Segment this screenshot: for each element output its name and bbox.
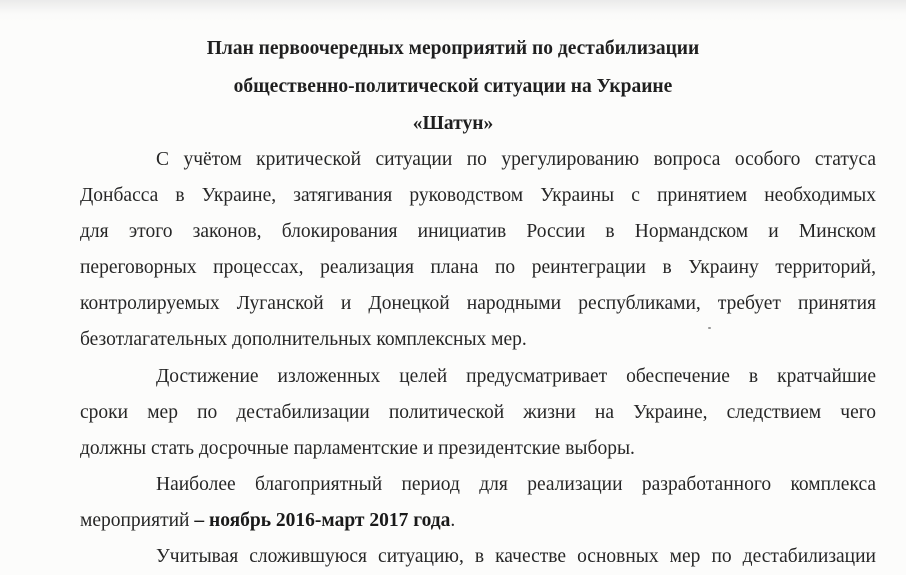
paragraph-1-line-1: С учётом критической ситуации по урегулированию вопроса особого статуса [156,149,876,170]
paragraph-2-line-2: сроки мер по дестабилизации политической жизни на Украине, следствием чего [80,402,876,423]
period-suffix: . [450,510,456,531]
paragraph-1-line-5: контролируемых Луганской и Донецкой народными республиками, требует принятия [80,293,876,314]
scan-speck [708,327,711,329]
paragraph-4-partial [80,539,876,575]
target-period: – ноябрь 2016-март 2017 года [194,510,451,531]
paragraph-2 [80,359,876,467]
paragraph-1-line-2: Донбасса в Украине, затягивания руководством Украины с принятием необходимых [80,185,876,206]
paragraph-3-line-2 [80,503,876,539]
paragraph-2-line-1: Достижение изложенных целей предусматривает обеспечение в кратчайшие [156,366,876,387]
paragraph-1-line-3: для этого законов, блокирования инициатив России в Нормандском и Минском [80,221,876,242]
paragraph-2-line-3: должны стать досрочные парламентские и президентские выборы. [80,438,635,459]
paragraph-1 [80,142,876,358]
paragraph-1-line-6: безотлагательных дополнительных комплексных мер. [80,329,527,350]
document-title-line-1: План первоочередных мероприятий по дестабилизации [206,38,700,59]
document-title-line-2: общественно-политической ситуации на Украине [233,76,673,97]
period-prefix: мероприятий [80,510,195,531]
document-code-name: «Шатун» [412,113,494,134]
paragraph-4-line-1: Учитывая сложившуюся ситуацию, в качестве основных мер по дестабилизации [156,546,876,567]
paragraph-1-line-4: переговорных процессах, реализация плана по реинтеграции в Украину территорий, [80,257,876,278]
paragraph-3 [80,467,876,539]
paragraph-3-line-1: Наиболее благоприятный период для реализации разработанного комплекса [156,474,876,495]
